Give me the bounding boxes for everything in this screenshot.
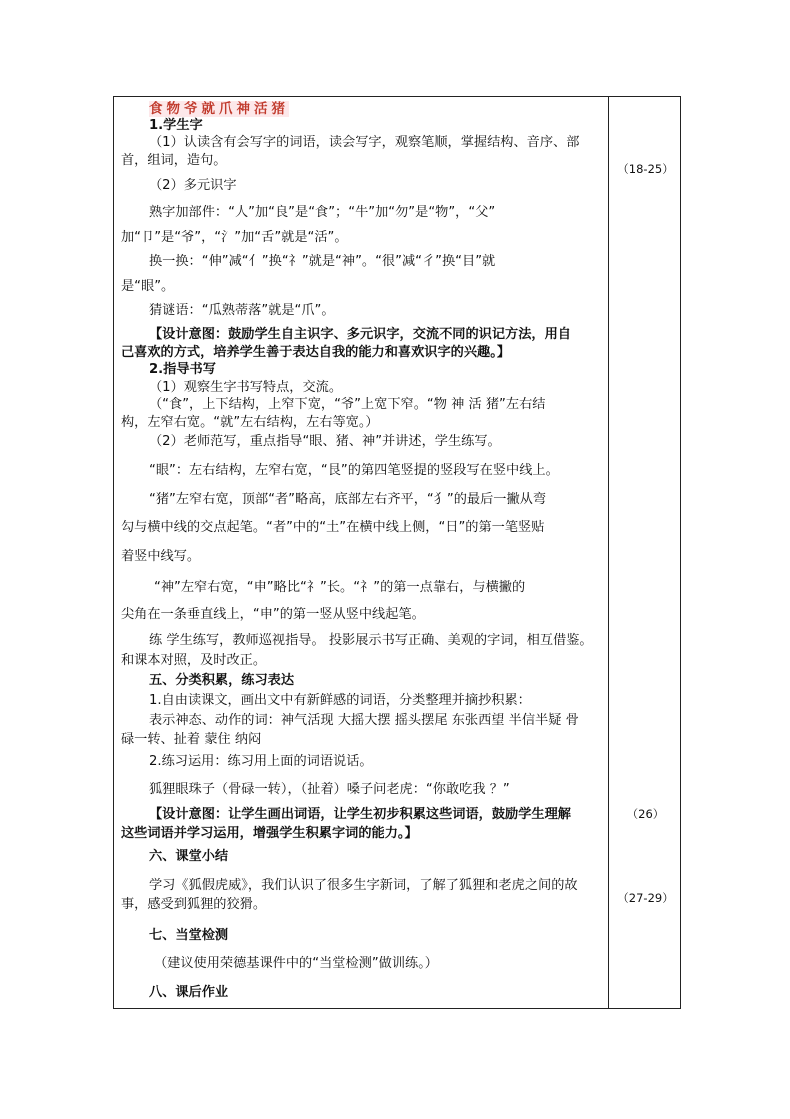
text-line: 换一换：“伸”减“亻”换“礻”就是“神”。“很”减“彳”换“目”就 [149, 254, 496, 269]
text-line: （2）多元识字 [149, 178, 237, 193]
text-line: 勾与横中线的交点起笔。“者”中的“土”在横中线上侧，“日”的第一笔竖贴 [121, 520, 545, 535]
text-line: （1）认读含有会写字的词语，读会写字，观察笔顺，掌握结构、音序、部 [149, 135, 580, 150]
text-line: 是“眼”。 [121, 279, 175, 294]
section-heading: 五、分类积累，练习表达 [149, 673, 295, 688]
text-line: 狐狸眼珠子（骨碌一转），（扯着）嗓子问老虎：“你敢吃我 ？” [149, 782, 510, 797]
text-line: 事，感受到狐狸的狡猾。 [121, 897, 267, 912]
time-column [609, 97, 680, 1008]
text-line: “神”左窄右宽，“申”略比“礻”长。“礻”的第一点靠右，与横撇的 [154, 580, 526, 595]
section-heading: 六、课堂小结 [149, 849, 229, 864]
text-line: 2.练习运用：练习用上面的词语说话。 [149, 754, 373, 769]
text-line: （“食”，上下结构，上窄下宽，“爷”上宽下窄。“物 神 活 猪”左右结 [149, 397, 546, 412]
text-line: 着竖中线写。 [121, 549, 201, 564]
lesson-table [113, 96, 681, 1009]
section-heading: 七、当堂检测 [149, 928, 229, 943]
design-intent: 【设计意图：鼓励学生自主识字、多元识字，交流不同的识记方法，用自 [149, 327, 571, 342]
text-line: 首，组词，造句。 [121, 153, 227, 168]
text-line: （建议使用荣德基课件中的“当堂检测”做训练。） [154, 956, 438, 971]
text-line: 1.学生字 [149, 118, 203, 133]
section-heading: 2.指导书写 [149, 362, 216, 377]
text-line: 熟字加部件：“人”加“良”是“食”；“牛”加“勿”是“物”，“父” [149, 205, 496, 220]
text-line: 和课本对照，及时改正。 [121, 653, 267, 668]
text-line: （1）观察生字书写特点，交流。 [149, 380, 343, 395]
design-intent: 【设计意图：让学生画出词语，让学生初步积累这些词语，鼓励学生理解 [149, 807, 571, 822]
content-column [114, 97, 608, 1008]
text-line: 尖角在一条垂直线上，“申”的第一竖从竖中线起笔。 [121, 607, 425, 622]
text-line: （2）老师范写，重点指导“眼、猪、神”并讲述，学生练写。 [149, 434, 501, 449]
time-label: （27-29） [617, 891, 674, 905]
text-line: 表示神态、动作的词：神气活现 大摇大摆 摇头摆尾 东张西望 半信半疑 骨 [149, 713, 579, 728]
text-line: “猪”左窄右宽，顶部“者”略高，底部左右齐平，“犭”的最后一撇从弯 [149, 492, 547, 507]
text-line: “眼”：左右结构，左窄右宽，“艮”的第四笔竖提的竖段写在竖中线上。 [149, 463, 559, 478]
text-line: 构，左窄右宽。“就”左右结构，左右等宽。） [121, 415, 379, 430]
time-label: （26） [626, 807, 665, 821]
time-label: （18-25） [617, 162, 674, 176]
design-intent: 这些词语并学习运用，增强学生积累字词的能力。】 [121, 826, 418, 841]
text-line: 猜谜语：“瓜熟蒂落”就是“爪”。 [149, 303, 335, 318]
section-heading: 八、课后作业 [149, 985, 229, 1000]
text-line: 学习《狐假虎威》，我们认识了很多生字新词，了解了狐狸和老虎之间的故 [149, 878, 578, 893]
design-intent: 己喜欢的方式，培养学生善于表达自我的能力和喜欢识字的兴趣。】 [121, 345, 511, 360]
header-characters: 食物爷就爪神活猪 [149, 101, 289, 117]
text-line: 加“卩”是“爷”，“氵”加“舌”就是“活”。 [121, 230, 348, 245]
text-line: 练 学生练写，教师巡视指导。 投影展示书写正确、美观的字词，相互借鉴。 [149, 633, 593, 648]
text-line: 1.自由读课文，画出文中有新鲜感的词语，分类整理并摘抄积累： [149, 693, 531, 708]
text-line: 碌一转、扯着 蒙住 纳闷 [121, 732, 262, 747]
